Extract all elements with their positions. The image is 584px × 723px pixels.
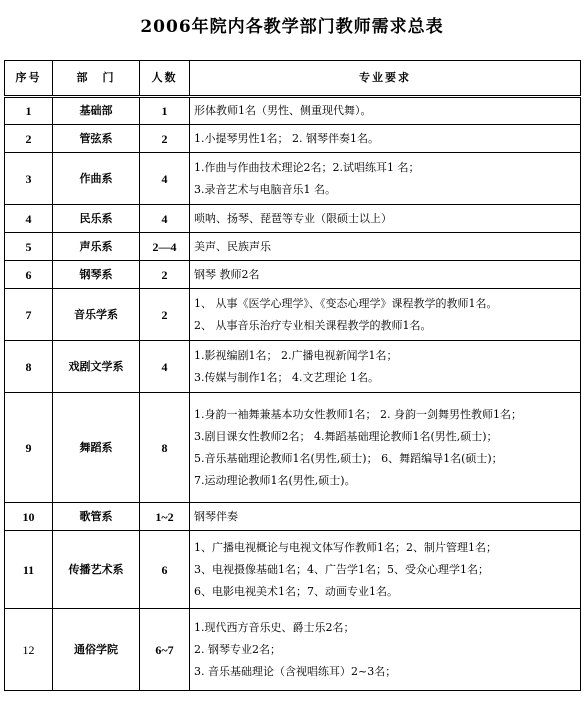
requirement-line: 1.作曲与作曲技术理论2名；2.试唱练耳1 名； (194, 160, 420, 174)
dept-name: 音乐学系 (53, 289, 140, 341)
headcount: 6~7 (140, 609, 190, 691)
dept-name: 舞蹈系 (53, 393, 140, 503)
row-number: 2 (5, 125, 53, 153)
requirement-line: 钢琴 教师2名 (194, 267, 260, 281)
requirement-line: 2. 钢琴专业2名； (194, 642, 281, 656)
requirements-cell (190, 153, 581, 205)
table-row (5, 205, 581, 233)
table-row (5, 289, 581, 341)
dept-name: 戏剧文学系 (53, 341, 140, 393)
row-number: 3 (5, 153, 53, 205)
requirements-cell (190, 97, 581, 125)
requirement-line: 3. 音乐基础理论（含视唱练耳）2~3名； (194, 664, 397, 678)
dept-name: 钢琴系 (53, 261, 140, 289)
dept-name: 通俗学院 (53, 609, 140, 691)
dept-name: 民乐系 (53, 205, 140, 233)
requirement-line: 美声、民族声乐 (194, 239, 271, 253)
requirements-cell (190, 503, 581, 531)
dept-name: 作曲系 (53, 153, 140, 205)
header-dept: 部 门 (53, 61, 140, 97)
requirement-line: 2、 从事音乐治疗专业相关课程教学的教师1名。 (194, 318, 432, 332)
headcount: 2—4 (140, 233, 190, 261)
requirement-line: 3、电视摄像基础1名；4、广告学1名；5、受众心理学1名； (194, 562, 489, 576)
table-row (5, 233, 581, 261)
requirement-line: 1.现代西方音乐史、爵士乐2名； (194, 620, 355, 634)
headcount: 2 (140, 289, 190, 341)
requirements-cell (190, 233, 581, 261)
row-number: 10 (5, 503, 53, 531)
headcount: 4 (140, 341, 190, 393)
header-req: 专业要求 (190, 61, 581, 97)
row-number: 4 (5, 205, 53, 233)
requirement-line: 钢琴伴奏 (194, 509, 238, 523)
requirement-line: 3.剧目课女性教师2名； 4.舞蹈基础理论教师1名(男性,硕士)； (194, 429, 498, 443)
requirements-cell (190, 125, 581, 153)
requirement-line: 7.运动理论教师1名(男性,硕士)。 (194, 473, 356, 487)
requirement-line: 3.录音艺术与电脑音乐1 名。 (194, 182, 336, 196)
header-no: 序号 (5, 61, 53, 97)
requirements-cell (190, 531, 581, 609)
headcount: 1~2 (140, 503, 190, 531)
row-number: 11 (5, 531, 53, 609)
table-row (5, 125, 581, 153)
row-number: 9 (5, 393, 53, 503)
headcount: 6 (140, 531, 190, 609)
requirements-cell (190, 205, 581, 233)
dept-name: 管弦系 (53, 125, 140, 153)
requirement-line: 1、 从事《医学心理学》、《变态心理学》课程教学的教师1名。 (194, 296, 498, 310)
header-count: 人数 (140, 61, 190, 97)
row-number: 7 (5, 289, 53, 341)
header-row (5, 61, 581, 97)
requirement-line: 3.传媒与制作1名； 4.文艺理论 1名。 (194, 370, 379, 384)
requirement-line: 1.小提琴男性1名； 2. 钢琴伴奏1名。 (194, 131, 379, 145)
requirement-line: 1.影视编剧1名； 2.广播电视新闻学1名； (194, 348, 398, 362)
dept-name: 歌管系 (53, 503, 140, 531)
headcount: 4 (140, 205, 190, 233)
table-row (5, 609, 581, 691)
headcount: 8 (140, 393, 190, 503)
headcount: 2 (140, 125, 190, 153)
table-row (5, 503, 581, 531)
requirement-line: 1、广播电视概论与电视文体写作教师1名；2、制片管理1名； (194, 540, 497, 554)
requirement-line: 1.身韵一袖舞兼基本功女性教师1名； 2. 身韵一剑舞男性教师1名； (194, 407, 522, 421)
table-row (5, 531, 581, 609)
table-row (5, 153, 581, 205)
requirements-cell (190, 393, 581, 503)
table-row (5, 261, 581, 289)
requirement-line: 5.音乐基础理论教师1名(男性,硕士)； 6、舞蹈编导1名(硕士)； (194, 451, 503, 465)
row-number: 1 (5, 97, 53, 125)
table-body (5, 97, 581, 691)
requirement-line: 6、电影电视美术1名；7、动画专业1名。 (194, 584, 398, 598)
row-number: 8 (5, 341, 53, 393)
requirements-cell (190, 341, 581, 393)
dept-name: 传播艺术系 (53, 531, 140, 609)
page-title: 2006年院内各教学部门教师需求总表 (140, 17, 444, 37)
table-row (5, 97, 581, 125)
table-row (5, 393, 581, 503)
headcount: 1 (140, 97, 190, 125)
headcount: 2 (140, 261, 190, 289)
dept-name: 基础部 (53, 97, 140, 125)
dept-name: 声乐系 (53, 233, 140, 261)
requirements-cell (190, 289, 581, 341)
headcount: 4 (140, 153, 190, 205)
teacher-demand-table (4, 60, 581, 691)
requirements-cell (190, 609, 581, 691)
row-number: 6 (5, 261, 53, 289)
row-number: 5 (5, 233, 53, 261)
requirement-line: 唢呐、扬琴、琵琶等专业（限硕士以上） (194, 211, 392, 225)
row-number: 12 (5, 609, 53, 691)
table-row (5, 341, 581, 393)
requirement-line: 形体教师1名（男性、侧重现代舞）。 (194, 104, 372, 117)
requirements-cell (190, 261, 581, 289)
